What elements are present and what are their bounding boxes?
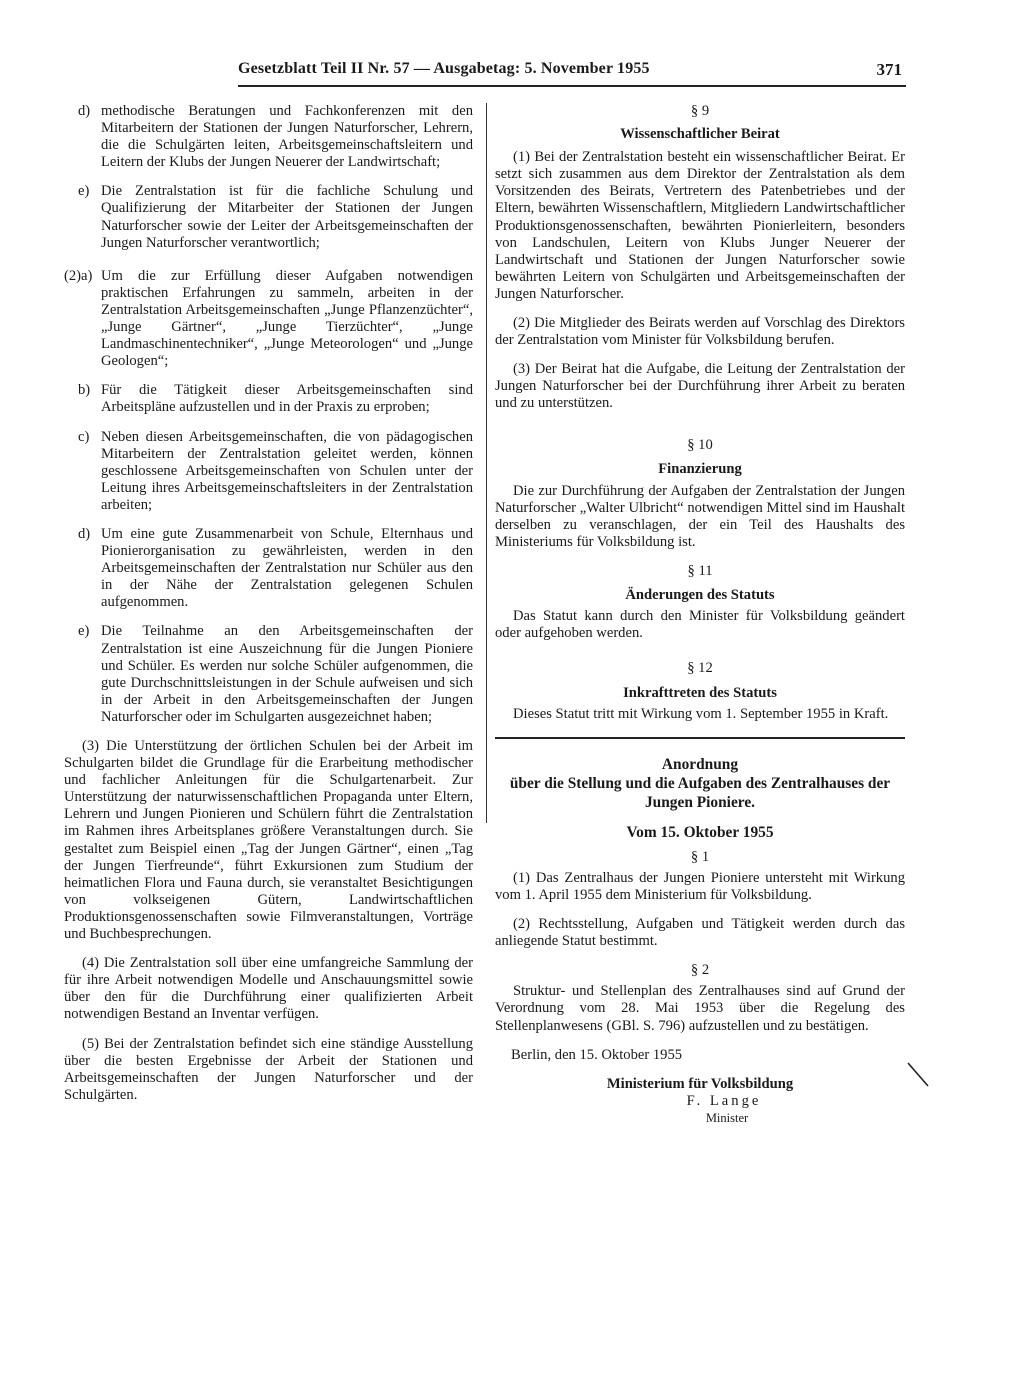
anordnung-subtitle: über die Stellung und die Aufgaben des Zentralhauses der Jungen Pioniere. xyxy=(509,774,891,811)
page-number: 371 xyxy=(876,60,902,79)
section-11-number: § 11 xyxy=(687,563,713,580)
section-9-number: § 9 xyxy=(690,103,710,119)
item-text: Die Zentralstation ist für die fachliche Schulung und Qualifizierung der Mitarbeiter der Stationen der Jungen Naturforscher sowie der Leiter der Arbeitsgemeinschaften der Jungen Naturforscher verantwortlich; xyxy=(101,183,473,251)
signature-role: Minister xyxy=(705,1110,749,1125)
item-label: b) xyxy=(78,382,91,399)
section-1-number: § 1 xyxy=(690,848,710,865)
list-item-d xyxy=(64,103,473,171)
list-item-d2 xyxy=(64,526,473,611)
anordnung-title: Anordnung xyxy=(661,755,739,773)
item-label: c) xyxy=(78,428,90,445)
list-item-e2 xyxy=(64,623,473,726)
column-divider xyxy=(486,103,487,823)
item-label: e) xyxy=(78,183,90,200)
signature-name: F. Lange xyxy=(686,1092,762,1109)
list-item-b xyxy=(64,382,473,416)
margin-pen-mark xyxy=(906,1062,930,1088)
gazette-title: Gesetzblatt Teil II Nr. 57 — Ausgabetag: 5. November 1955 xyxy=(238,60,650,77)
paragraph-3: (3) Die Unterstützung der örtlichen Schulen bei der Arbeit im Schulgarten bildet die Grundlage für die Erarbeitung methodischer und fachlicher Anleitungen für die Schulgartenarbeit. Zur Unterstützung der naturwissenschaftlichen Propaganda unter Eltern, Lehrern und Jungen Pionieren und Schülern führt die Zentralstation im Rahmen ihres Arbeitsplanes größere Veranstaltungen durch. Sie gestaltet zum Beispiel einen „Tag der Jungen Gärtner“, einen „Tag der Jungen Tierfreunde“, führt Exkursionen zum Studium der heimatlichen Flora und Fauna durch, sie veranstaltet Besichtigungen von volkseigenen Gütern, Landwirtschaftlichen Produktionsgenossenschaften sowie Filmveranstaltungen, Vorträge und Buchbesprechungen. xyxy=(64,738,473,943)
section-divider-rule xyxy=(495,737,905,739)
section-1-paragraph-1: (1) Das Zentralhaus der Jungen Pioniere untersteht mit Wirkung vom 1. April 1955 dem Ministerium für Volksbildung. xyxy=(495,869,905,903)
place-date: Berlin, den 15. Oktober 1955 xyxy=(511,1046,683,1063)
section-9-paragraph-2: (2) Die Mitglieder des Beirats werden auf Vorschlag des Direktors der Zentralstation vom Minister für Volksbildung berufen. xyxy=(495,315,905,349)
item-text: Um die zur Erfüllung dieser Aufgaben notwendigen praktischen Erfahrungen zu sammeln, arbeiten in der Zentralstation Arbeitsgemeinschaften „Junge Pflanzenzüchter“, „Junge Gärtner“, „Junge Tierzüchter“, „Junge Landmaschinentechniker“, „Junge Meteorologen“ und „Junge Geologen“; xyxy=(101,267,473,370)
section-10-heading: Finanzierung xyxy=(658,460,742,477)
item-label: d) xyxy=(78,525,91,542)
section-9-paragraph-3: (3) Der Beirat hat die Aufgabe, die Leitung der Zentralstation der Jungen Naturforscher bei der Durchführung ihrer Arbeit zu beraten und zu unterstützen. xyxy=(495,361,905,412)
section-9-paragraph-1: (1) Bei der Zentralstation besteht ein wissenschaftlicher Beirat. Er setzt sich zusammen aus dem Direktor der Zentralstation als dem Vorsitzenden des Beirats, Vertretern des Patenbetriebes und der Eltern, bewährten Wissenschaftlern, Mitgliedern Landwirtschaftlicher Produktionsgenossenschaften, bewährten Pionierleitern, besonders von Landschulen, Leitern von Klubs Junger Neuerer der Landwirtschaft und Stationen der Jungen Naturforscher sowie bewährten Leitern von Schulgärten und Arbeitsgemeinschaften der Jungen Naturforscher. xyxy=(495,149,905,302)
item-text: Die Teilnahme an den Arbeitsgemeinschaften der Zentralstation ist eine Auszeichnung für die Jungen Pioniere und Schüler. Es werden nur solche Schüler aufgenommen, die gute Durchschnittsleistungen in der Schule aufweisen und sich in der Arbeit in den Arbeitsgemeinschaften der Jungen Naturforscher oder im Schulgarten ausgezeichnet haben; xyxy=(101,623,473,725)
right-column xyxy=(495,103,905,1127)
item-label: e) xyxy=(78,623,90,640)
item-text: methodische Beratungen und Fachkonferenzen mit den Mitarbeitern der Stationen der Jungen Naturforscher, Lehrern, die die Schulgärten leiten, Arbeitsgemeinschaftsleitern und Leitern der Klubs der Jungen Neuerer der Landwirtschaft; xyxy=(101,103,473,171)
anordnung-date: Vom 15. Oktober 1955 xyxy=(626,823,774,841)
list-item-c xyxy=(64,429,473,514)
section-10-number: § 10 xyxy=(687,436,713,453)
section-12-paragraph: Dieses Statut tritt mit Wirkung vom 1. September 1955 in Kraft. xyxy=(513,705,889,722)
item-label: (2)a) xyxy=(64,267,93,284)
section-9-heading: Wissenschaftlicher Beirat xyxy=(620,126,780,143)
item-text: Für die Tätigkeit dieser Arbeitsgemeinschaften sind Arbeitspläne aufzustellen und in der Praxis zu erproben; xyxy=(101,382,473,416)
section-2-paragraph: Struktur- und Stellenplan des Zentralhauses sind auf Grund der Verordnung vom 28. Mai 1953 über die Regelung des Stellenplanwesens (GBl. S. 796) aufzustellen und zu bestätigen. xyxy=(495,983,905,1034)
section-12-number: § 12 xyxy=(687,660,713,677)
section-12-heading: Inkrafttreten des Statuts xyxy=(623,684,777,701)
item-text: Neben diesen Arbeitsgemeinschaften, die von pädagogischen Mitarbeitern der Zentralstation geleitet werden, können geschlossene Arbeitsgemeinschaften von Schulen unter der Leitung ihres Arbeitsgemeinschaftsleiters in der Zentralstation arbeiten; xyxy=(101,428,473,513)
section-1-paragraph-2: (2) Rechtsstellung, Aufgaben und Tätigkeit werden durch das anliegende Statut bestimmt. xyxy=(495,916,905,950)
paragraph-5: (5) Bei der Zentralstation befindet sich eine ständige Ausstellung über die besten Ergebnisse der Arbeit der Stationen und Arbeitsgemeinschaften der Jungen Naturforscher und der Schulgärten. xyxy=(64,1035,473,1103)
list-item-2a xyxy=(64,268,473,371)
header-rule xyxy=(238,85,906,87)
section-2-number: § 2 xyxy=(690,962,710,979)
item-text: Um eine gute Zusammenarbeit von Schule, Elternhaus und Pionierorganisation zu gewährleisten, werden in den Arbeitsgemeinschaften der Zentralstation nur Schüler aus den in der Nähe der Zentralstation gelegenen Schulen aufgenommen. xyxy=(101,525,473,611)
left-column xyxy=(64,103,473,1104)
section-11-heading: Änderungen des Statuts xyxy=(625,587,775,604)
section-10-paragraph: Die zur Durchführung der Aufgaben der Zentralstation der Jungen Naturforscher „Walter Ulbricht“ notwendigen Mittel sind im Haushalt derselben zu veranschlagen, der ein Teil des Haushalts des Ministeriums für Volksbildung ist. xyxy=(495,482,905,550)
list-item-e xyxy=(64,183,473,251)
paragraph-4: (4) Die Zentralstation soll über eine umfangreiche Sammlung der für ihre Arbeit notwendigen Modelle und Anschauungsmittel sowie über den für die Durchführung einer qualifizierten Arbeit notwendigen Bestand an Inventar verfügen. xyxy=(64,955,473,1023)
signature-organization: Ministerium für Volksbildung xyxy=(606,1075,794,1092)
page-header xyxy=(238,60,906,84)
item-label: d) xyxy=(78,103,91,119)
section-11-paragraph: Das Statut kann durch den Minister für Volksbildung geändert oder aufgehoben werden. xyxy=(495,608,905,642)
